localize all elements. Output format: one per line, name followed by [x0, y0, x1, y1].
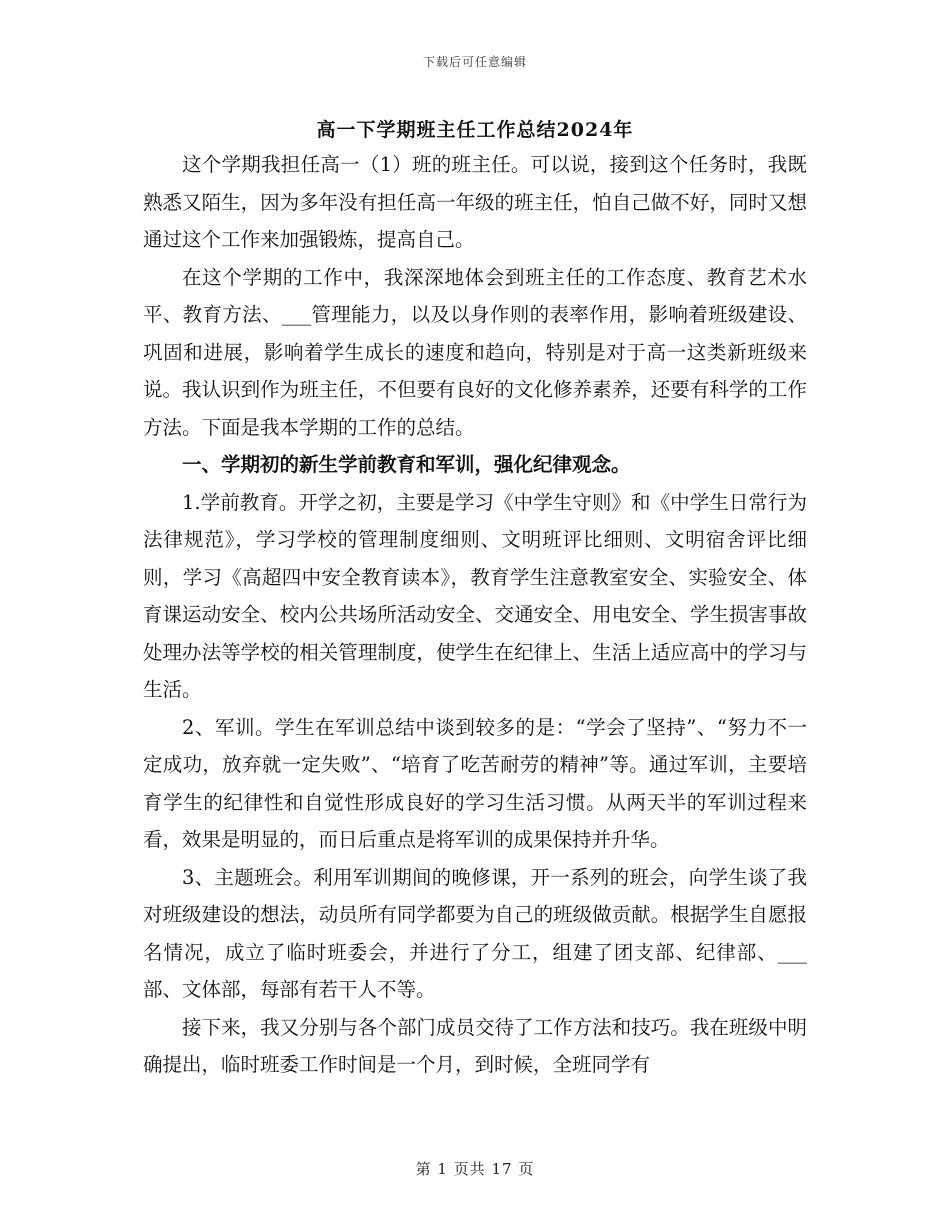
document-title: 高一下学期班主任工作总结2024年: [316, 119, 634, 141]
paragraph-class-meeting: 3、主题班会。利用军训期间的晚修课，开一系列的班会，向学生谈了我对班级建设的想法，动员所有同学都要为自己的班级做贡献。根据学生自愿报名情况，成立了临时班委会，并进行了分工，组建了团支部、纪律部、___部、文体部，每部有若干人不等。: [143, 865, 807, 1001]
document-body: [143, 146, 807, 1084]
paragraph-next-steps: 接下来，我又分别与各个部门成员交待了工作方法和技巧。我在班级中明确提出，临时班委工作时间是一个月，到时候，全班同学有: [143, 1015, 807, 1076]
paragraph-reflection: 在这个学期的工作中，我深深地体会到班主任的工作态度、教育艺术水平、教育方法、___管理能力，以及以身作则的表率作用，影响着班级建设、巩固和进展，影响着学生成长的速度和趋向，特别是对于高一这类新班级来说。我认识到作为班主任，不但要有良好的文化修养素养，还要有科学的工作方法。下面是我本学期的工作的总结。: [143, 265, 807, 439]
header-note: 下载后可任意编辑: [422, 55, 527, 69]
paragraph-pre-education: 1.学前教育。开学之初，主要是学习《中学生守则》和《中学生日常行为法律规范》，学习学校的管理制度细则、文明班评比细则、文明宿舍评比细则，学习《高超四中安全教育读本》，教育学生注意教室安全、实验安全、体育课运动安全、校内公共场所活动安全、交通安全、用电安全、学生损害事故处理办法等学校的相关管理制度，使学生在纪律上、生活上适应高中的学习与生活。: [143, 490, 807, 701]
page-footer: 第 1 页共 17 页: [415, 1160, 535, 1178]
paragraph-intro: 这个学期我担任高一（1）班的班主任。可以说，接到这个任务时，我既熟悉又陌生，因为多年没有担任高一年级的班主任，怕自己做不好，同时又想通过这个工作来加强锻炼，提高自己。: [143, 153, 807, 251]
section-heading-1: 一、学期初的新生学前教育和军训，强化纪律观念。: [182, 453, 631, 476]
paragraph-military-training: 2、军训。学生在军训总结中谈到较多的是：“学会了坚持”、“努力不一定成功，放弃就一定失败”、“培育了吃苦耐劳的精神”等。通过军训，主要培育学生的纪律性和自觉性形成良好的学习生活习惯。从两天半的军训过程来看，效果是明显的，而日后重点是将军训的成果保持并升华。: [143, 715, 807, 851]
